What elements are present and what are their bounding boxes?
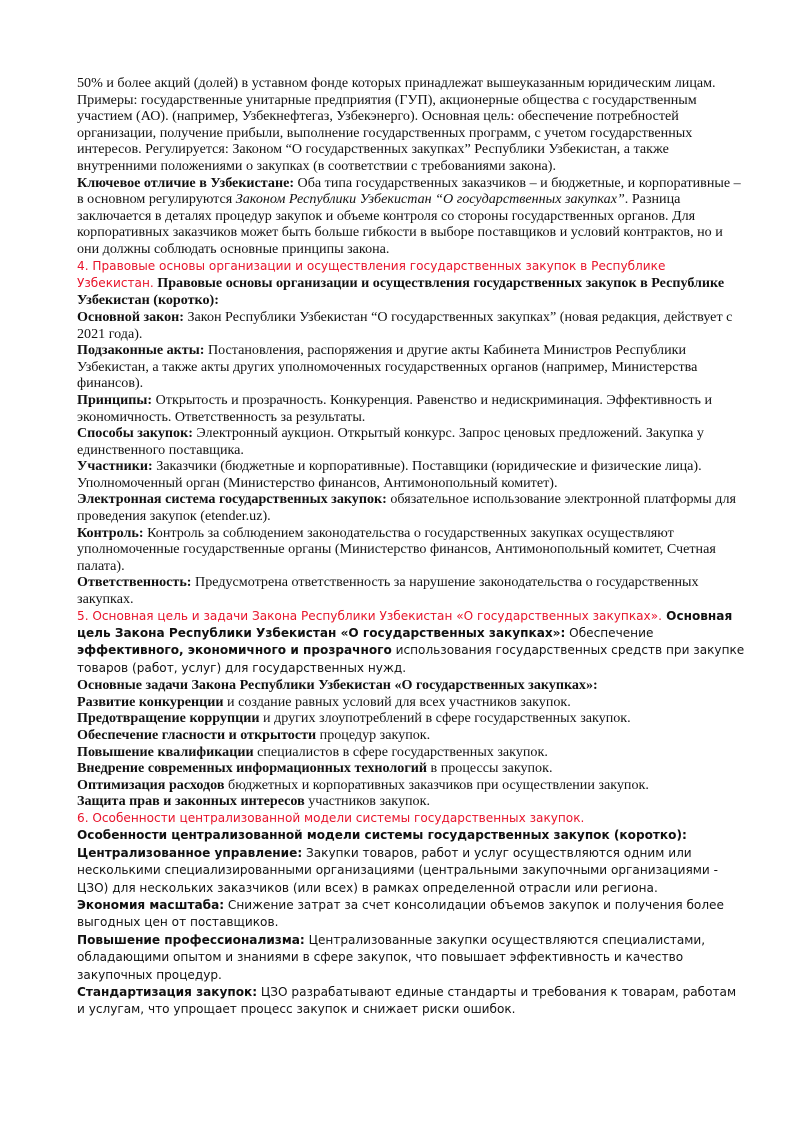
s4-item-text: Открытость и прозрачность. Конкуренция. Равенство и недискриминация. Эффективность и экономичность. Ответственность за результаты. bbox=[77, 391, 713, 425]
section-5-goal-label: Основная цель Закона Республики Узбекистан «О государственных закупках»: bbox=[77, 608, 733, 641]
s4-item-label: Участники: bbox=[77, 458, 153, 475]
s6-item-text: Снижение затрат за счет консолидации объемов закупок и получения более выгодных цен от поставщиков. bbox=[77, 898, 724, 930]
task-item bbox=[77, 710, 745, 727]
s6-item-professionalism bbox=[77, 932, 745, 984]
section-4-heading-line bbox=[77, 258, 745, 309]
s4-item-responsibility bbox=[77, 574, 745, 607]
task-item bbox=[77, 777, 745, 794]
s6-item-text: Централизованные закупки осуществляются специалистами, обладающими опытом и знаниями в сфере закупок, что повышает эффективность и качество закупочных процедур. bbox=[77, 932, 706, 982]
s6-item-label: Стандартизация закупок: bbox=[77, 985, 258, 1000]
paragraph-key-difference bbox=[77, 175, 745, 258]
s4-item-label: Способы закупок: bbox=[77, 425, 193, 442]
s4-item-text: Предусмотрена ответственность за нарушение законодательства о государственных закупках. bbox=[77, 574, 699, 608]
task-bold: Предотвращение коррупции bbox=[77, 710, 260, 727]
task-text: в процессы закупок. bbox=[427, 760, 553, 777]
s4-item-label: Подзаконные акты: bbox=[77, 342, 205, 359]
s4-item-label: Ответственность: bbox=[77, 574, 192, 591]
s4-item-text: Закон Республики Узбекистан “О государственных закупках” (новая редакция, действует с 2021 года). bbox=[77, 308, 733, 342]
law-title-italic: Законом Республики Узбекистан “О государственных закупках” bbox=[235, 191, 625, 208]
section-6-title-text: Особенности централизованной модели системы государственных закупок (коротко): bbox=[77, 828, 687, 843]
goal-text-end: использования государственных средств при закупке товаров (работ, услуг) для государственных нужд. bbox=[77, 643, 745, 675]
task-text: специалистов в сфере государственных закупок. bbox=[253, 743, 548, 760]
task-bold: Оптимизация расходов bbox=[77, 776, 225, 793]
key-difference-text: Оба типа государственных заказчиков – и бюджетные, и корпоративные – в основном регулируются bbox=[77, 174, 741, 208]
paragraph-corporate-customers: 50% и более акций (долей) в уставном фонде которых принадлежат вышеуказанным юридическим лицам. Примеры: государственные унитарные предприятия (ГУП), акционерные общества с государственным участием (АО). (например, Узбекнефтегаз, Узбекэнерго). Основная цель: обеспечение потребностей организации, получение прибыли, выполнение государственных программ, с учетом государственных интересов. Регулируется: Законом “О государственных закупках” Республики Узбекистан, а также внутренними положениями о закупках (в соответствии с требованиями закона). bbox=[77, 75, 716, 174]
s4-item-text: Электронный аукцион. Открытый конкурс. Запрос ценовых предложений. Закупка у единственного поставщика. bbox=[77, 425, 704, 458]
goal-bold: эффективного, экономичного и прозрачного bbox=[77, 643, 392, 658]
s6-item-standardization bbox=[77, 984, 745, 1019]
s4-item-label: Электронная система государственных закупок: bbox=[77, 491, 387, 508]
task-item bbox=[77, 744, 745, 761]
s4-item-text: обязательное использование электронной платформы для проведения закупок (etender.uz). bbox=[77, 491, 736, 525]
task-bold: Развитие конкуренции bbox=[77, 693, 224, 710]
key-difference-label: Ключевое отличие в Узбекистане: bbox=[77, 174, 295, 191]
s4-item-electronic-system bbox=[77, 491, 745, 524]
s4-item-participants bbox=[77, 458, 745, 491]
s4-item-text: Постановления, распоряжения и другие акты Кабинета Министров Республики Узбекистан, а также акты других уполномоченных государственных органов (например, Министерства финансов). bbox=[77, 342, 698, 392]
section-6-title bbox=[77, 827, 745, 844]
tasks-title: Основные задачи Закона Республики Узбекистан «О государственных закупках»: bbox=[77, 677, 598, 694]
task-bold: Повышение квалификации bbox=[77, 743, 254, 760]
s4-item-label: Контроль: bbox=[77, 524, 144, 541]
s6-item-label: Экономия масштаба: bbox=[77, 898, 225, 913]
task-bold: Обеспечение гласности и открытости bbox=[77, 727, 317, 744]
s4-item-principles bbox=[77, 392, 745, 425]
s6-item-label: Централизованное управление: bbox=[77, 845, 303, 860]
task-item bbox=[77, 760, 745, 777]
task-item bbox=[77, 727, 745, 744]
s4-item-label: Принципы: bbox=[77, 391, 153, 408]
task-item bbox=[77, 793, 745, 810]
goal-text: Обеспечение bbox=[565, 626, 654, 641]
section-4-heading: 4. Правовые основы организации и осуществления государственных закупок в Республике Узбекистан. bbox=[77, 258, 666, 290]
task-bold: Внедрение современных информационных технологий bbox=[77, 760, 427, 777]
s4-item-text: Контроль за соблюдением законодательства о государственных закупках осуществляют уполномоченные государственные органы (Министерство финансов, Антимонопольный комитет, Счетная палата). bbox=[77, 524, 716, 574]
s4-item-methods bbox=[77, 425, 745, 458]
task-text: участников закупок. bbox=[304, 793, 430, 810]
s6-item-label: Повышение профессионализма: bbox=[77, 932, 305, 947]
section-6-heading: 6. Особенности централизованной модели системы государственных закупок. bbox=[77, 811, 585, 825]
s4-item-control bbox=[77, 525, 745, 575]
section-5-heading: 5. Основная цель и задачи Закона Республики Узбекистан «О государственных закупках». bbox=[77, 608, 662, 623]
task-item bbox=[77, 694, 745, 711]
section-5-heading-line bbox=[77, 608, 745, 678]
s4-item-bylaws bbox=[77, 342, 745, 392]
s4-item-main-law bbox=[77, 309, 745, 342]
s4-item-text: Заказчики (бюджетные и корпоративные). Поставщики (юридические и физические лица). Уполномоченный орган (Министерство финансов, Антимонопольный комитет). bbox=[77, 458, 702, 491]
s6-item-centralized-management bbox=[77, 845, 745, 897]
task-text: процедур закупок. bbox=[316, 727, 431, 744]
task-text: и других злоупотреблений в сфере государственных закупок. bbox=[259, 710, 631, 727]
section-4-title: Правовые основы организации и осуществления государственных закупок в Республике Узбекистан (коротко): bbox=[77, 274, 725, 309]
s4-item-label: Основной закон: bbox=[77, 308, 184, 325]
document-page bbox=[77, 75, 745, 1019]
s6-item-text: ЦЗО разрабатывают единые стандарты и требования к товарам, работам и услугам, что упрощает процесс закупок и снижает риски ошибок. bbox=[77, 985, 737, 1017]
s6-item-text: Закупки товаров, работ и услуг осуществляются одним или несколькими специализированными организациями (центральными закупочными организациями - ЦЗО) для нескольких заказчиков (или всех) в рамках определенной отрасли или региона. bbox=[77, 845, 718, 895]
key-difference-text-end: . Разница заключается в деталях процедур закупок и объеме контроля со стороны государственных органов. Для корпоративных заказчиков может быть больше гибкости в выборе поставщиков и условий контрактов, но и они должны соблюдать основные принципы закона. bbox=[77, 191, 723, 257]
s6-item-economy-of-scale bbox=[77, 897, 745, 932]
section-5-tasks-title bbox=[77, 677, 745, 694]
task-bold: Защита прав и законных интересов bbox=[77, 793, 305, 810]
task-text: бюджетных и корпоративных заказчиков при осуществлении закупок. bbox=[224, 776, 649, 793]
task-text: и создание равных условий для всех участников закупок. bbox=[223, 693, 571, 710]
